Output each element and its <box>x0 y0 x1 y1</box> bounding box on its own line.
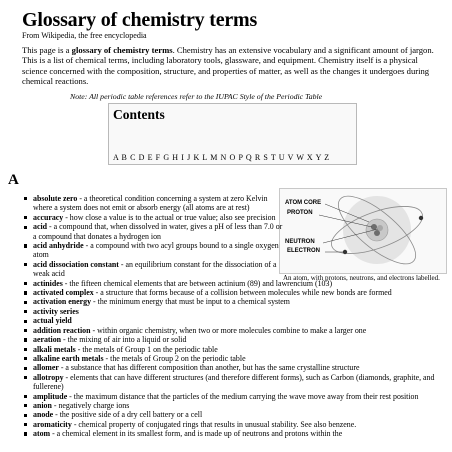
source-line: From Wikipedia, the free encyclopedia <box>22 31 147 40</box>
label-electron: ELECTRON <box>287 248 320 254</box>
glossary-term-link[interactable]: allomer <box>33 363 59 373</box>
glossary-term-link[interactable]: alkali metals <box>33 344 76 354</box>
glossary-term-link[interactable]: acid dissociation constant <box>33 259 119 269</box>
glossary-definition: - a compound with two acyl groups bound to a single oxygen atom <box>33 241 279 260</box>
glossary-definition: - the fifteen chemical elements that are between actinium (89) and lawrencium (103) <box>62 278 333 288</box>
glossary-term-link[interactable]: anion <box>33 400 52 410</box>
glossary-term-link[interactable]: aromaticity <box>33 419 72 429</box>
glossary-entry <box>22 307 447 316</box>
glossary-entry <box>22 222 285 241</box>
glossary-entry <box>22 241 285 260</box>
table-of-contents <box>108 103 357 165</box>
page-title: Glossary of chemistry terms <box>22 9 258 31</box>
glossary-term-link[interactable]: activation energy <box>33 297 92 307</box>
glossary-entry <box>22 279 447 288</box>
label-proton: PROTON <box>287 210 313 216</box>
glossary-definition: - negatively charge ions <box>51 400 130 410</box>
glossary-term-link[interactable]: allotropy <box>33 372 64 382</box>
glossary-term-link[interactable]: accuracy <box>33 212 64 222</box>
glossary-term-link[interactable]: absolute zero <box>33 194 78 203</box>
glossary-entry <box>22 363 447 372</box>
toc-letter-links[interactable]: A B C D E F G H I J K L M N O P Q R S T U V W X Y Z <box>113 153 330 162</box>
glossary-definition: - the mixing of air into a liquid or solid <box>61 335 187 345</box>
glossary-definition: - the maximum distance that the particles of the medium carrying the wave move away from their rest position <box>67 391 419 401</box>
glossary-definition: - a structure that forms because of a collision between molecules while new bonds are formed <box>93 288 392 298</box>
glossary-entry <box>22 326 447 335</box>
glossary-definition: - a substance that has different composition than another, but has the same crystalline structure <box>58 363 360 373</box>
toc-title: Contents <box>113 107 165 122</box>
glossary-entry <box>22 410 447 419</box>
periodic-table-note: Note: All periodic table references refer to the IUPAC Style of the Periodic Table <box>70 92 323 101</box>
glossary-entry <box>22 429 447 438</box>
glossary-entry <box>22 354 447 363</box>
glossary-entry <box>22 288 447 297</box>
glossary-entry <box>22 335 447 344</box>
glossary-entry <box>22 297 447 306</box>
glossary-definition: - within organic chemistry, when two or more molecules combine to make a larger one <box>90 325 367 335</box>
glossary-definition: - the metals of Group 1 on the periodic table <box>75 344 218 354</box>
glossary-entry <box>22 392 447 401</box>
label-neutron: NEUTRON <box>285 239 315 245</box>
glossary-entry <box>22 194 285 213</box>
intro-paragraph <box>22 45 442 87</box>
section-heading-a: A <box>8 172 19 188</box>
glossary-term-link[interactable]: actinides <box>33 278 63 288</box>
glossary-definition: - a chemical element in its smallest form, and is made up of neutrons and protons within the <box>50 429 343 439</box>
glossary-definition: - the positive side of a dry cell battery or a cell <box>53 410 203 420</box>
glossary-definition: - how close a value is to the actual or true value; also see precision <box>63 212 276 222</box>
glossary-definition: - elements that can have different structures (and therefore different forms), such as Carbon (diamonds, graphite, and fullerene) <box>33 372 435 392</box>
glossary-definition: - the minimum energy that must be input to a chemical system <box>91 297 290 307</box>
glossary-definition: - chemical property of conjugated rings that results in unusual stability. See also benzene. <box>71 419 357 429</box>
glossary-entry <box>22 345 447 354</box>
glossary-entry <box>22 373 447 392</box>
glossary-term-link[interactable]: acid anhydride <box>33 241 84 251</box>
glossary-entry <box>22 260 285 279</box>
glossary-entry <box>22 316 447 325</box>
glossary-term-link[interactable]: activity series <box>33 306 79 316</box>
glossary-term-link[interactable]: activated complex <box>33 288 94 298</box>
intro-text-post: . Chemistry has an extensive vocabulary and a significant amount of jargon. This is a list of chemical terms, including laboratory tools, glassware, and equipment. Chemistry itself is a physical science concerned with the composition, structure, and properties of matter, as well as the changes it undergoes during chemical reactions. <box>22 45 434 87</box>
glossary-term-link[interactable]: aeration <box>33 335 62 345</box>
glossary-entry <box>22 420 447 429</box>
intro-text-pre: This page is a <box>22 45 72 55</box>
glossary-entry <box>22 213 285 222</box>
glossary-entry <box>22 401 447 410</box>
glossary-definition: - an equilibrium constant for the dissociation of a weak acid <box>33 259 277 279</box>
glossary-term-link[interactable]: amplitude <box>33 391 68 401</box>
label-atom-core: ATOM CORE <box>285 200 322 206</box>
glossary-term-link[interactable]: acid <box>33 222 48 232</box>
glossary-term-link[interactable]: actual yield <box>33 316 72 326</box>
figure-caption: An atom, with protons, neutrons, and electrons labelled. <box>283 274 440 282</box>
glossary-definition: - the metals of Group 2 on the periodic table <box>103 353 246 363</box>
glossary-term-link[interactable]: alkaline earth metals <box>33 353 104 363</box>
intro-bold-term: glossary of chemistry terms <box>71 45 173 55</box>
glossary-term-link[interactable]: addition reaction <box>33 325 91 335</box>
glossary-definition: - a compound that, when dissolved in water, gives a pH of less than 7.0 or a compound that donates a hydrogen ion <box>33 222 283 241</box>
glossary-definition: - a theoretical condition concerning a system at zero Kelvin where a system does not emit or absorb energy (all atoms are at rest) <box>33 194 268 213</box>
glossary-list <box>22 194 447 439</box>
glossary-term-link[interactable]: anode <box>33 410 54 420</box>
glossary-term-link[interactable]: atom <box>33 429 51 439</box>
